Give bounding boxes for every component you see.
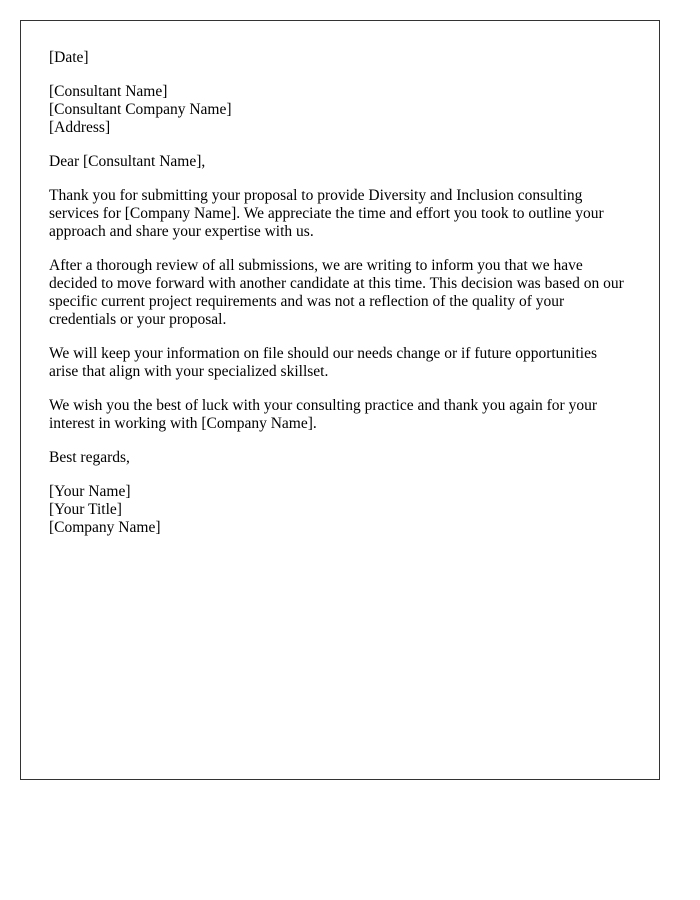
recipient-name: [Consultant Name] <box>49 83 168 100</box>
closing: Best regards, <box>49 449 130 466</box>
letter-body <box>49 49 629 553</box>
recipient-company: [Consultant Company Name] <box>49 101 232 118</box>
signature-title: [Your Title] <box>49 501 122 518</box>
recipient-address: [Address] <box>49 119 111 136</box>
signature-name: [Your Name] <box>49 483 131 500</box>
letter-page <box>20 20 660 780</box>
paragraph-best-wishes: We wish you the best of luck with your consulting practice and thank you again for your interest in working with [Company Name]. <box>49 397 598 432</box>
signature-company: [Company Name] <box>49 519 161 536</box>
salutation: Dear [Consultant Name], <box>49 153 206 170</box>
paragraph-thank-you: Thank you for submitting your proposal to provide Diversity and Inclusion consulting services for [Company Name]. We appreciate the time and effort you took to outline your approach and share your expertise with us. <box>49 187 604 240</box>
paragraph-decision: After a thorough review of all submissions, we are writing to inform you that we have decided to move forward with another candidate at this time. This decision was based on our specific current project requirements and was not a reflection of the quality of your credentials or your proposal. <box>49 257 624 328</box>
date-block <box>49 49 629 67</box>
recipient-address-block <box>49 83 629 137</box>
paragraph-file-note: We will keep your information on file should our needs change or if future opportunities arise that align with your specialized skillset. <box>49 345 598 380</box>
signature-block <box>49 483 629 537</box>
letter-date: [Date] <box>49 49 89 66</box>
